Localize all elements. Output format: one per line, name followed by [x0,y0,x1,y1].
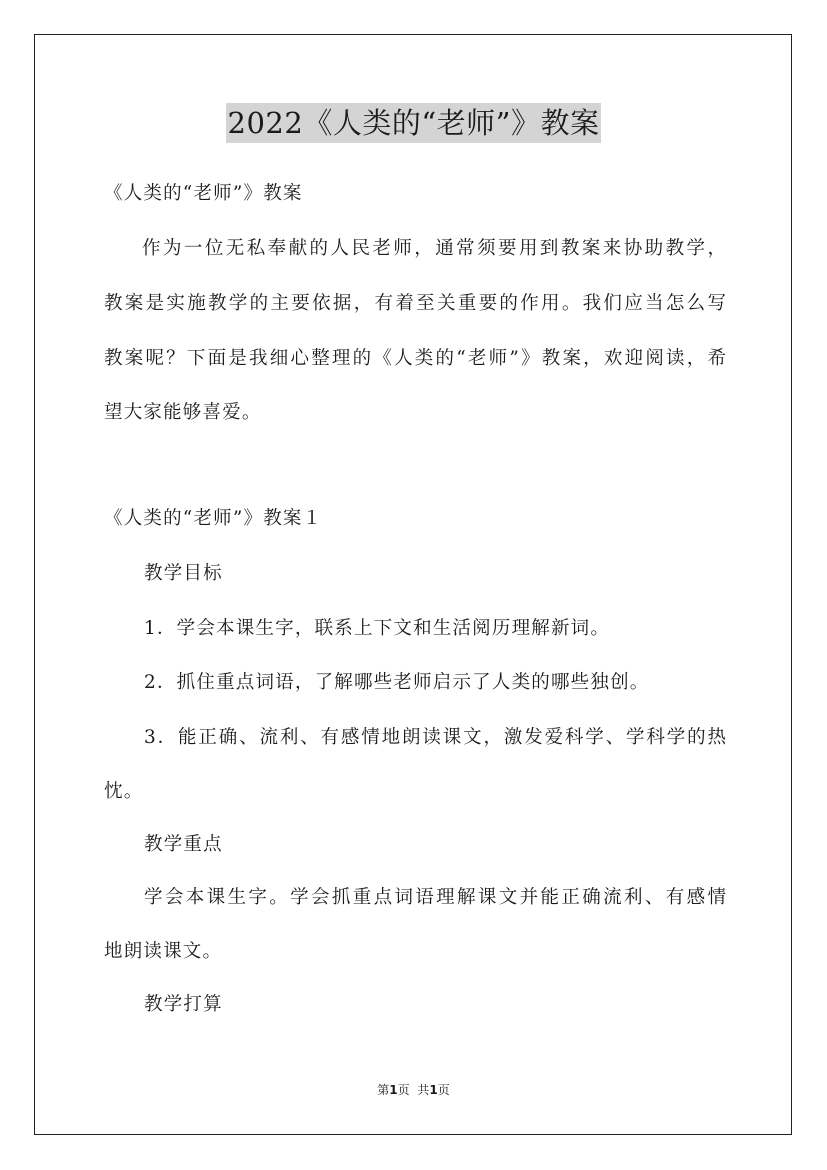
document-title-text: 2022《人类的“老师”》教案 [226,103,602,143]
footer-total-suffix: 页 [437,1083,450,1097]
list-item: 3．能正确、流利、有感情地朗读课文，激发爱科学、学科学的热 [144,727,726,748]
paragraph-line: 地朗读课文。 [104,941,223,962]
page-footer [0,1082,827,1098]
list-item: 2．抓住重点词语，了解哪些老师启示了人类的哪些独创。 [144,672,650,693]
footer-page-prefix: 第 [377,1083,390,1097]
subheading-preparation: 教学打算 [144,994,223,1015]
footer-total-number: 1 [429,1083,438,1097]
paragraph-line: 教案是实施教学的主要依据，有着至关重要的作用。我们应当怎么写 [104,293,726,314]
footer-page-number: 1 [389,1083,398,1097]
list-item-continued: 忱。 [104,781,144,802]
paragraph-line: 作为一位无私奉献的人民老师，通常须要用到教案来协助教学， [142,238,726,259]
subheading-teaching-goals: 教学目标 [144,563,223,584]
section-heading: 《人类的“老师”》教案１ [104,508,323,529]
paragraph-line: 学会本课生字。学会抓重点词语理解课文并能正确流利、有感情 [144,887,726,908]
paragraph-line: 望大家能够喜爱。 [104,402,262,423]
paragraph-line: 教案呢？下面是我细心整理的《人类的“老师”》教案，欢迎阅读，希 [104,348,726,369]
document-title [0,103,827,143]
footer-total-prefix: 共 [417,1083,430,1097]
list-item: 1．学会本课生字，联系上下文和生活阅历理解新词。 [144,618,611,639]
subheading-key-points: 教学重点 [144,834,223,855]
footer-page-suffix: 页 [397,1083,410,1097]
subtitle-line: 《人类的“老师”》教案 [104,183,303,204]
